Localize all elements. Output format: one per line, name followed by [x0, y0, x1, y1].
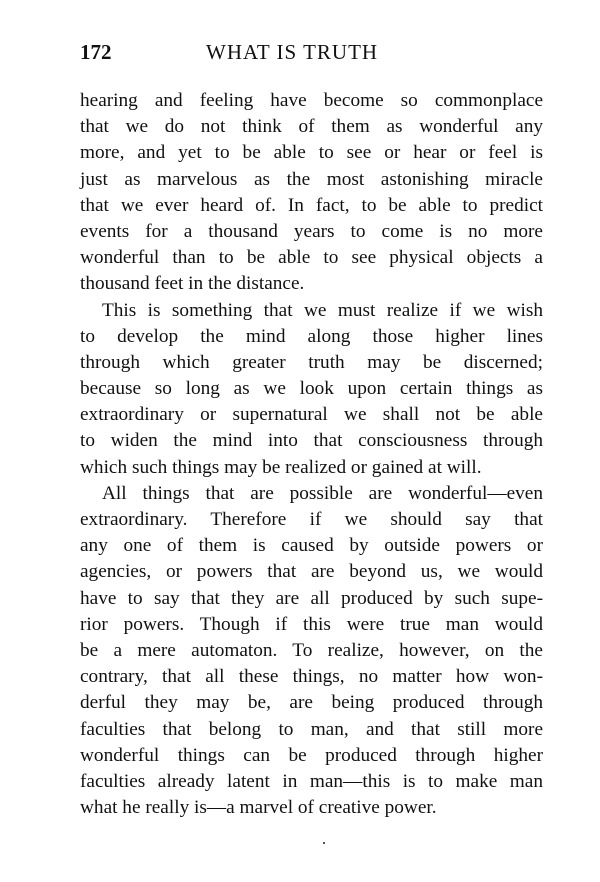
text-line: wonderful things can be produced through higher	[80, 744, 543, 766]
text-line: This is something that we must realize if we wish	[102, 299, 543, 321]
text-line: extraordinary. Therefore if we should say that	[80, 509, 543, 530]
text-line: have to say that they are all produced by such supe-	[80, 587, 543, 609]
text-line: because so long as we look upon certain things as	[80, 378, 543, 400]
text-line: to widen the mind into that consciousness through	[80, 430, 543, 452]
text-line: events for a thousand years to come is no more	[80, 220, 543, 242]
text-line: derful they may be, are being produced through	[80, 692, 543, 714]
running-header	[80, 40, 543, 70]
text-line: contrary, that all these things, no matter how won-	[80, 666, 543, 688]
text-line: rior powers. Though if this were true man would	[80, 613, 543, 635]
text-line: what he really is—a marvel of creative power.	[80, 797, 437, 819]
text-line: be a mere automaton. To realize, however, on the	[80, 639, 543, 661]
running-title: WHAT IS TRUTH	[206, 40, 379, 64]
text-line: through which greater truth may be discerned;	[80, 351, 543, 373]
text-line: extraordinary or supernatural we shall not be able	[80, 404, 543, 426]
scan-speck	[323, 842, 325, 844]
text-line: thousand feet in the distance.	[80, 273, 305, 295]
text-line: which such things may be realized or gained at will.	[80, 456, 482, 478]
text-line: to develop the mind along those higher lines	[80, 325, 543, 347]
text-line: more, and yet to be able to see or hear or feel is	[80, 142, 543, 164]
text-line: just as marvelous as the most astonishing miracle	[80, 168, 543, 190]
text-line: wonderful than to be able to see physical objects a	[80, 247, 543, 269]
page-body	[80, 88, 543, 821]
text-line: any one of them is caused by outside powers or	[80, 535, 543, 557]
text-line: faculties that belong to man, and that still more	[80, 718, 543, 740]
text-line: agencies, or powers that are beyond us, we would	[80, 561, 543, 583]
paragraph	[80, 298, 543, 481]
text-line: hearing and feeling have become so commonplace	[80, 90, 543, 111]
text-line: that we ever heard of. In fact, to be able to predict	[80, 194, 543, 216]
text-line: faculties already latent in man—this is to make man	[80, 770, 543, 792]
page-number: 172	[80, 40, 112, 64]
text-line: All things that are possible are wonderful—even	[102, 482, 543, 504]
text-line: that we do not think of them as wonderful any	[80, 116, 543, 138]
paragraph	[80, 88, 543, 298]
paragraph	[80, 481, 543, 821]
